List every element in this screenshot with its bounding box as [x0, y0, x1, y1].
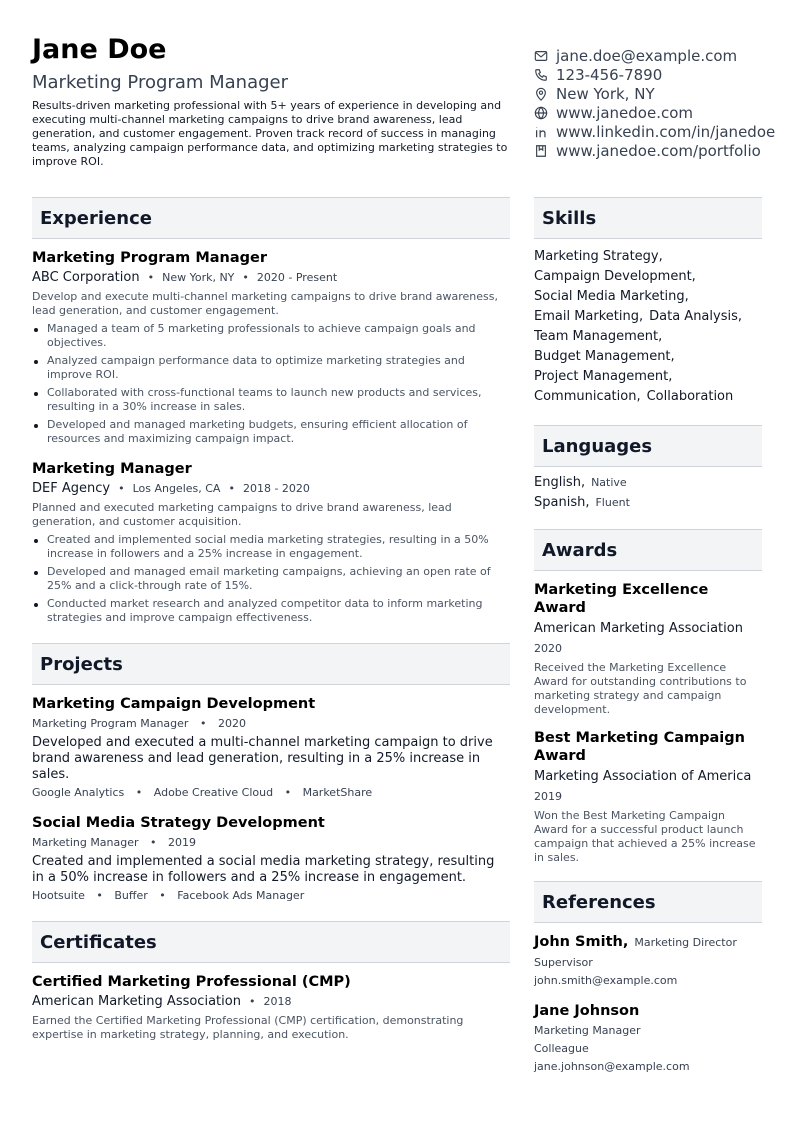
skill-row: [534, 327, 762, 347]
reference-title: Marketing Director: [634, 936, 737, 949]
profile-summary: Results-driven marketing professional with 5+ years of experience in developing and executing multi-channel marketing campaigns to drive brand awareness, lead generation, and customer engagement. Proven track record of success in managing teams, analyzing campaign performance data, and optimizing marketing strategies to improve ROI.: [32, 99, 508, 168]
job-highlight: Collaborated with cross-functional teams to launch new products and services, resulting in a 30% increase in sales.: [32, 386, 510, 414]
reference-relation: Supervisor: [534, 956, 593, 969]
award-item: [534, 729, 762, 865]
job-location: Los Angeles, CA: [132, 482, 221, 495]
award-item: [534, 581, 762, 717]
separator-dot: •: [118, 482, 125, 495]
reference-item: [534, 933, 762, 988]
reference-relation: Colleague: [534, 1042, 589, 1055]
languages-heading: Languages: [534, 425, 762, 467]
certificate-title: Certified Marketing Professional (CMP): [32, 974, 351, 990]
reference-name: Jane Johnson: [534, 1003, 640, 1019]
project-keywords: [32, 786, 510, 800]
job-title: Marketing Manager: [32, 461, 192, 477]
reference-name-row: [534, 933, 762, 952]
certificate-item: [32, 973, 510, 1042]
award-description: Won the Best Marketing Campaign Award for a successful product launch campaign that achieved a 25% increase in sales.: [534, 809, 756, 864]
contact-info: [534, 46, 792, 160]
job-highlight: Analyzed campaign performance data to optimize marketing strategies and improve ROI.: [32, 354, 510, 382]
skill-item: Project Management,: [534, 369, 673, 384]
separator-dot: •: [147, 271, 155, 284]
main-column: [32, 197, 510, 1042]
job-company: ABC Corporation: [32, 270, 140, 285]
skill-row: [534, 387, 762, 407]
resume-header: [32, 34, 512, 169]
job-summary: Develop and execute multi-channel marketing campaigns to drive brand awareness, lead generation, and customer engagement.: [32, 290, 498, 317]
language-level: Native: [591, 476, 627, 489]
award-description: Received the Marketing Excellence Award for outstanding contributions to marketing strategy and campaign development.: [534, 661, 747, 716]
project-keyword: Hootsuite: [32, 889, 85, 902]
experience-item: [32, 460, 510, 625]
job-meta: [32, 480, 510, 498]
contact-phone[interactable]: [534, 65, 792, 84]
skill-row: [534, 307, 762, 327]
projects-heading: Projects: [32, 643, 510, 685]
language-item: [534, 473, 762, 493]
project-keyword: MarketShare: [302, 786, 373, 799]
language-name: English,: [534, 475, 586, 490]
references-heading: References: [534, 881, 762, 923]
contact-linkedin[interactable]: [534, 122, 792, 141]
skill-item: Collaboration: [646, 389, 734, 404]
experience-heading: Experience: [32, 197, 510, 239]
skill-row: [534, 287, 762, 307]
project-keyword: Buffer: [114, 889, 148, 902]
project-year: 2020: [217, 717, 246, 730]
award-organization: Marketing Association of America: [534, 769, 752, 784]
award-title: Best Marketing Campaign Award: [534, 730, 745, 764]
certificates-heading: Certificates: [32, 921, 510, 963]
contact-location-text: New York, NY: [556, 84, 655, 103]
job-highlight: Managed a team of 5 marketing professionals to achieve campaign goals and objectives.: [32, 322, 510, 350]
skill-item: Campaign Development,: [534, 269, 696, 284]
certificate-meta: [32, 993, 510, 1011]
contact-location: [534, 84, 792, 103]
certificate-issuer: American Marketing Association: [32, 994, 241, 1009]
project-item: [32, 814, 510, 903]
portfolio-icon: [534, 144, 548, 158]
skills-heading: Skills: [534, 197, 762, 239]
job-summary: Planned and executed marketing campaigns to drive brand awareness, lead generation, and customer acquisition.: [32, 501, 452, 528]
project-keywords: [32, 889, 510, 903]
project-title: Social Media Strategy Development: [32, 815, 325, 831]
contact-phone-text: 123-456-7890: [556, 65, 663, 84]
candidate-name: Jane Doe: [32, 34, 167, 65]
project-meta: [32, 717, 510, 731]
skill-item: Marketing Strategy,: [534, 249, 663, 264]
separator-dot: •: [150, 836, 157, 849]
project-item: [32, 695, 510, 800]
reference-item: [534, 1002, 762, 1074]
location-pin-icon: [534, 87, 548, 101]
separator-dot: •: [248, 995, 256, 1008]
phone-icon: [534, 68, 548, 82]
reference-name-row: [534, 1002, 762, 1020]
award-title: Marketing Excellence Award: [534, 582, 709, 616]
project-keyword: Adobe Creative Cloud: [153, 786, 274, 799]
separator-dot: •: [199, 717, 207, 730]
skill-item: Social Media Marketing,: [534, 289, 689, 304]
project-description: Created and implemented a social media marketing strategy, resulting in a 50% increase in followers and a 25% increase in engagement.: [32, 854, 495, 885]
job-highlight: Conducted market research and analyzed competitor data to inform marketing strategies and improve campaign effectiveness.: [32, 597, 510, 625]
contact-linkedin-text: www.linkedin.com/in/janedoe: [556, 122, 776, 141]
project-keyword: Facebook Ads Manager: [177, 889, 305, 902]
skill-row: [534, 267, 762, 287]
contact-email[interactable]: [534, 46, 792, 65]
skills-list: [534, 247, 762, 407]
reference-title: Marketing Manager: [534, 1024, 641, 1037]
contact-email-text: jane.doe@example.com: [556, 46, 738, 65]
job-title: Marketing Program Manager: [32, 250, 268, 266]
job-highlight: Developed and managed marketing budgets, ensuring efficient allocation of resources and maximizing campaign impact.: [32, 418, 510, 446]
separator-dot: •: [284, 786, 292, 799]
separator-dot: •: [96, 889, 103, 902]
contact-portfolio[interactable]: [534, 141, 792, 160]
project-description: Developed and executed a multi-channel marketing campaign to drive brand awareness and lead generation, resulting in a 25% increase in sales.: [32, 735, 493, 782]
language-level: Fluent: [595, 496, 630, 509]
skill-item: Communication,: [534, 389, 641, 404]
certificate-description: Earned the Certified Marketing Professional (CMP) certification, demonstrating expertise in marketing strategy, planning, and execution.: [32, 1014, 464, 1041]
job-highlights: [32, 322, 510, 446]
reference-email[interactable]: john.smith@example.com: [534, 974, 678, 987]
languages-list: [534, 473, 762, 513]
project-title: Marketing Campaign Development: [32, 696, 316, 712]
language-item: [534, 493, 762, 513]
separator-dot: •: [228, 482, 235, 495]
experience-item: [32, 249, 510, 446]
contact-website[interactable]: [534, 103, 792, 122]
project-year: 2019: [168, 836, 197, 849]
skill-row: [534, 367, 762, 387]
project-keyword: Google Analytics: [32, 786, 125, 799]
job-highlights: [32, 533, 510, 625]
project-role: Marketing Manager: [32, 836, 139, 849]
certificate-year: 2018: [263, 995, 292, 1008]
job-highlight: Created and implemented social media marketing strategies, resulting in a 50% increase in followers and a 25% increase in engagement.: [32, 533, 510, 561]
mail-icon: [534, 49, 548, 63]
award-year: 2020: [534, 642, 562, 655]
job-meta: [32, 269, 510, 287]
job-company: DEF Agency: [32, 481, 111, 496]
skill-item: Email Marketing,: [534, 309, 644, 324]
skill-row: [534, 347, 762, 367]
job-dates: 2020 - Present: [256, 271, 338, 284]
linkedin-icon: [534, 125, 548, 139]
skill-item: Data Analysis,: [649, 309, 742, 324]
separator-dot: •: [135, 786, 143, 799]
skill-item: Team Management,: [534, 329, 663, 344]
award-year: 2019: [534, 790, 562, 803]
project-role: Marketing Program Manager: [32, 717, 189, 730]
job-dates: 2018 - 2020: [242, 482, 310, 495]
job-highlight: Developed and managed email marketing campaigns, achieving an open rate of 25% and a click-through rate of 15%.: [32, 565, 510, 593]
skill-item: Budget Management,: [534, 349, 675, 364]
separator-dot: •: [159, 889, 166, 902]
separator-dot: •: [242, 271, 249, 284]
job-location: New York, NY: [162, 271, 235, 284]
side-column: [534, 197, 762, 1074]
project-meta: [32, 836, 510, 850]
candidate-title: Marketing Program Manager: [32, 72, 288, 93]
language-name: Spanish,: [534, 495, 590, 510]
awards-heading: Awards: [534, 529, 762, 571]
globe-icon: [534, 106, 548, 120]
skill-row: [534, 247, 762, 267]
contact-website-text: www.janedoe.com: [556, 103, 694, 122]
reference-name: John Smith,: [534, 934, 629, 950]
reference-email[interactable]: jane.johnson@example.com: [534, 1060, 690, 1073]
award-organization: American Marketing Association: [534, 621, 743, 636]
contact-portfolio-text: www.janedoe.com/portfolio: [556, 141, 761, 160]
